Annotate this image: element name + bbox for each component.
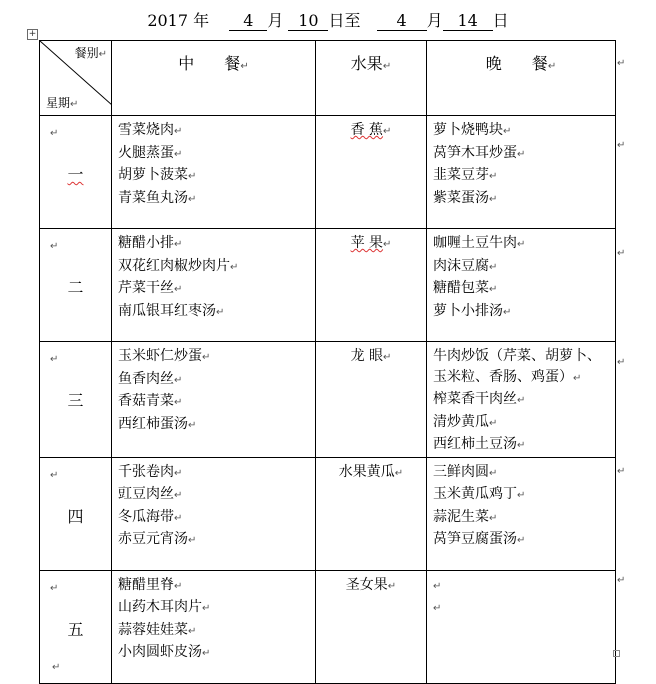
header-dinner: 晚 餐↵ bbox=[427, 41, 616, 116]
day-label: 四 bbox=[67, 506, 84, 526]
lunch-cell: 糖醋小排↵ 双花红肉椒炒肉片↵ 芹菜干丝↵ 南瓜银耳红枣汤↵ bbox=[112, 229, 316, 342]
day-label: 三 bbox=[67, 391, 84, 410]
table-resize-handle-icon[interactable] bbox=[613, 650, 620, 657]
corner-week-label: 星期↵ bbox=[46, 96, 79, 110]
day-cell: ↵ 一 bbox=[40, 116, 112, 229]
day-cell: ↵ 五 bbox=[40, 570, 112, 683]
fruit-cell: 水果黄瓜↵ bbox=[316, 457, 427, 570]
dinner-cell: ↵ ↵ bbox=[427, 570, 616, 683]
row-end-mark: ↵ bbox=[617, 575, 626, 586]
header-fruit: 水果↵ bbox=[316, 41, 427, 116]
dinner-cell: 牛肉炒饭（芹菜、胡萝卜、 玉米粒、香肠、鸡蛋）↵ 榨菜香干肉丝↵ 清炒黄瓜↵ 西红柿土豆汤↵ bbox=[427, 342, 616, 458]
day-label: 二 bbox=[67, 278, 84, 297]
header-lunch: 中 餐↵ bbox=[112, 41, 316, 116]
title-end-day: 14 bbox=[443, 12, 493, 31]
dinner-cell: 三鲜肉圆↵ 玉米黄瓜鸡丁↵ 蒜泥生菜↵ 莴笋豆腐蛋汤↵ bbox=[427, 457, 616, 570]
title-day-to: 日至 bbox=[328, 11, 361, 30]
table-row bbox=[40, 116, 616, 229]
fruit-cell: 龙 眼↵ bbox=[316, 342, 427, 458]
weekly-menu-table bbox=[39, 40, 616, 684]
table-row bbox=[40, 570, 616, 683]
row-end-mark: ↵ bbox=[617, 58, 626, 69]
row-end-mark: ↵ bbox=[617, 466, 626, 477]
day-cell: ↵ 三 bbox=[40, 342, 112, 458]
row-end-mark: ↵ bbox=[617, 248, 626, 259]
table-header-row bbox=[40, 41, 616, 116]
title-month-unit: 月 bbox=[267, 11, 284, 30]
day-cell: ↵ 四 bbox=[40, 457, 112, 570]
fruit-cell: 圣女果↵ bbox=[316, 570, 427, 683]
day-label: 一 bbox=[67, 165, 84, 184]
row-end-mark: ↵ bbox=[617, 140, 626, 151]
lunch-cell: 玉米虾仁炒蛋↵ 鱼香肉丝↵ 香菇青菜↵ 西红柿蛋汤↵ bbox=[112, 342, 316, 458]
title-month-unit-2: 月 bbox=[426, 11, 443, 30]
dinner-cell: 咖喱土豆牛肉↵ 肉沫豆腐↵ 糖醋包菜↵ 萝卜小排汤↵ bbox=[427, 229, 616, 342]
row-end-mark: ↵ bbox=[617, 357, 626, 368]
corner-diagonal-cell bbox=[40, 41, 112, 116]
title-start-day: 10 bbox=[288, 12, 328, 31]
corner-meal-label: 餐别↵ bbox=[74, 46, 107, 60]
title-year: 2017 bbox=[147, 11, 189, 30]
title-start-month: 4 bbox=[229, 12, 267, 31]
title-year-unit: 年 bbox=[193, 11, 210, 30]
day-cell: ↵ 二 bbox=[40, 229, 112, 342]
fruit-cell: 香 蕉↵ bbox=[316, 116, 427, 229]
table-row bbox=[40, 457, 616, 570]
day-label: 五 bbox=[67, 619, 84, 639]
title-end-month: 4 bbox=[377, 12, 427, 31]
document-end-mark: ↵ bbox=[52, 662, 61, 673]
table-move-handle-icon[interactable]: + bbox=[28, 29, 37, 39]
title-day-unit: 日 bbox=[492, 11, 509, 30]
table-row bbox=[40, 229, 616, 342]
fruit-cell: 苹 果↵ bbox=[316, 229, 427, 342]
lunch-cell: 糖醋里脊↵ 山药木耳肉片↵ 蒜蓉娃娃菜↵ 小肉圆虾皮汤↵ bbox=[112, 570, 316, 683]
dinner-cell: 萝卜烧鸭块↵ 莴笋木耳炒蛋↵ 韭菜豆芽↵ 紫菜蛋汤↵ bbox=[427, 116, 616, 229]
menu-title bbox=[0, 8, 656, 31]
lunch-cell: 千张卷肉↵ 豇豆肉丝↵ 冬瓜海带↵ 赤豆元宵汤↵ bbox=[112, 457, 316, 570]
table-row bbox=[40, 342, 616, 458]
lunch-cell: 雪菜烧肉↵ 火腿蒸蛋↵ 胡萝卜菠菜↵ 青菜鱼丸汤↵ bbox=[112, 116, 316, 229]
